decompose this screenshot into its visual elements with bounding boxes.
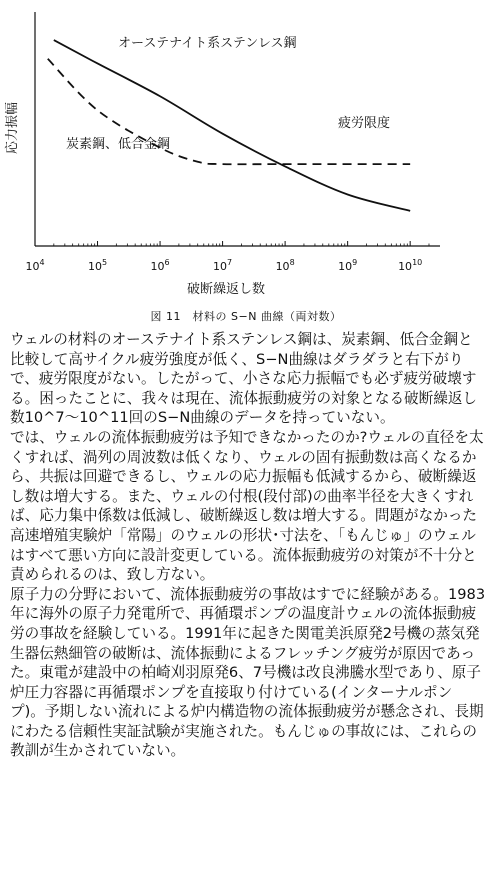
- y-axis-label: 応力振幅: [5, 101, 20, 155]
- paragraph-3: 原子力の分野において、流体振動疲労の事故はすでに経験がある。1983年に海外の原子力発電所で、再循環ポンプの温度計ウェルの流体振動疲労の事故を経験している。1991年に起きた関電美浜原発2号機の蒸気発生器伝熱細管の破断は、流体振動によるフレッチング疲労が原因であった。東電が建設中の柏崎刈羽原発6、7号機は改良沸騰水型であり、原子炉圧力容器に再循環ポンプを直接取り付けている(インターナルポンプ)。予期しない流れによる炉内構造物の流体振動疲労が懸念され、長期にわたる信頼性実証試験が実施された。もんじゅの事故には、これらの教訓が生かされていない。: [10, 585, 486, 760]
- x-tick-label: $10^9$: [338, 258, 358, 273]
- x-tick-label: $10^5$: [87, 258, 108, 273]
- x-tick-label: $10^4$: [25, 258, 45, 273]
- paragraph-2: では、ウェルの流体振動疲労は予知できなかったのか?ウェルの直径を太くすれば、渦列の周波数は低くなり、ウェルの固有振動数は高くなるから、共振は回避できるし、ウェルの応力振幅も低減するから、破断繰返し数は増大する。また、ウェルの付根(段付部)の曲率半径を大きくすれば、応力集中係数は低減し、破断繰返し数は増大する。問題がなかった高速増殖実験炉「常陽」のウェルの形状･寸法を、「もんじゅ」のウェルはすべて悪い方向に設計変更している。流体振動疲労の対策が不十分と責められるのは、致し方ない。: [10, 428, 484, 584]
- paragraph-1: ウェルの材料のオーステナイト系ステンレス鋼は、炭素鋼、低合金鋼と比較して高サイクル疲労強度が低く、S−N曲線はダラダラと右下がりで、疲労限度がない。したがって、小さな応力振幅でも必ず疲労破壊する。困ったことに、我々は現在、流体振動疲労の対象となる破断繰返し数10^7～10^11回のS−N曲線のデータを持っていない。: [10, 331, 478, 427]
- figure-caption: 図 11 材料の S−N 曲線（両対数）: [150, 310, 342, 323]
- series-label-austenitic: オーステナイト系ステンレス鋼: [118, 36, 297, 51]
- x-tick-label: $10^8$: [275, 258, 295, 273]
- article-body: [10, 330, 486, 761]
- x-axis-label: 破断繰返し数: [186, 282, 266, 297]
- fatigue-limit-label: 疲労限度: [338, 116, 391, 131]
- x-tick-label: $10^7$: [213, 258, 233, 273]
- x-tick-label: $10^{10}$: [398, 258, 423, 273]
- x-tick-label: $10^6$: [150, 258, 170, 273]
- sn-curve-chart: [0, 0, 492, 300]
- series-label-carbon-steel: 炭素鋼、低合金鋼: [66, 137, 171, 152]
